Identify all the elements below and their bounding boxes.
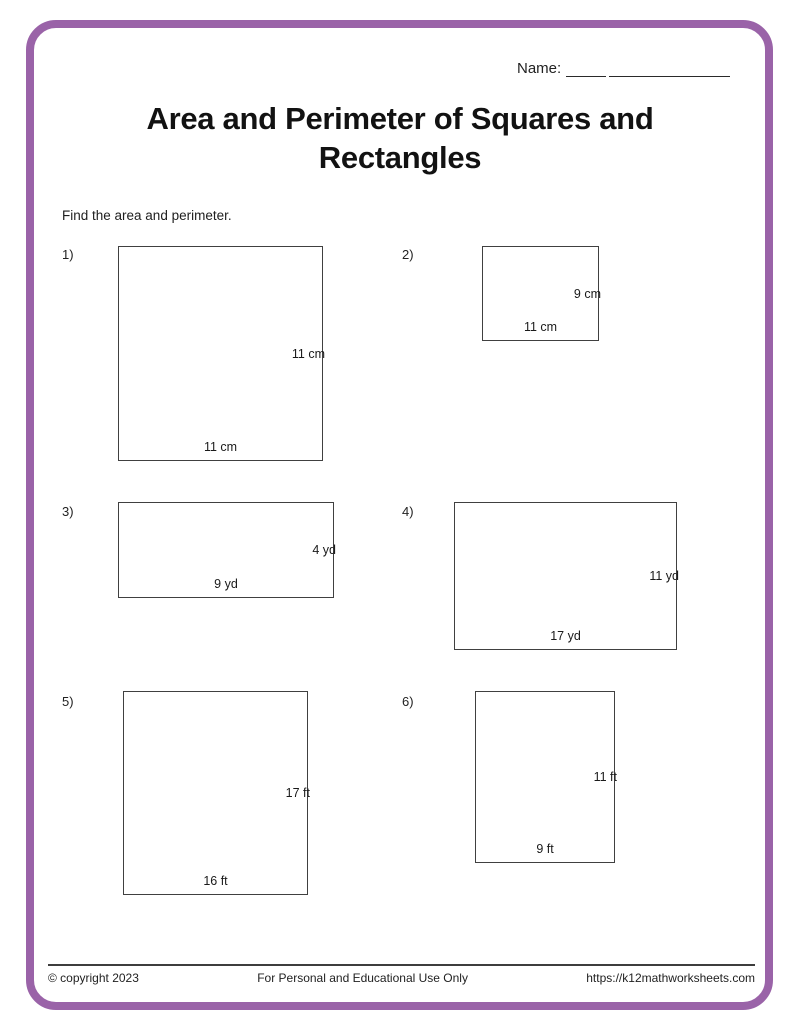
- problem-5-rectangle: [123, 691, 308, 895]
- name-row: [517, 60, 730, 77]
- problem-5-base-label: 16 ft: [203, 874, 228, 888]
- problem-4-number: 4): [402, 504, 414, 519]
- problem-4-base-label: 17 yd: [550, 629, 581, 643]
- instruction-text: Find the area and perimeter.: [62, 208, 232, 223]
- problem-3-number: 3): [62, 504, 74, 519]
- problem-1-base-label: 11 cm: [203, 440, 238, 454]
- page-title: [0, 99, 800, 177]
- page-title-line1: Area and Perimeter of Squares and: [146, 101, 654, 136]
- problem-3-base-label: 9 yd: [214, 577, 238, 591]
- problem-2-side-label: 9 cm: [573, 286, 601, 301]
- footer-copyright: © copyright 2023: [48, 971, 139, 985]
- problem-3-side-label: 4 yd: [312, 543, 336, 557]
- problem-5-side-label: 17 ft: [285, 786, 310, 800]
- problem-6-base-label: 9 ft: [536, 842, 554, 856]
- problem-2-number: 2): [402, 247, 414, 262]
- problem-1-rectangle: [118, 246, 323, 461]
- footer: [48, 971, 755, 985]
- footer-usage-note: For Personal and Educational Use Only: [257, 971, 468, 985]
- problem-1-number: 1): [62, 247, 74, 262]
- problem-6-rectangle: [475, 691, 615, 863]
- name-blank-line[interactable]: [609, 60, 730, 77]
- problem-4-side-label: 11 yd: [649, 569, 679, 583]
- problem-6-side-label: 11 ft: [593, 770, 617, 784]
- problem-6-number: 6): [402, 694, 414, 709]
- problem-4-rectangle: [454, 502, 677, 650]
- footer-divider: [48, 964, 755, 966]
- problem-1-side-label: 11 cm: [291, 346, 325, 361]
- problem-3-rectangle: [118, 502, 334, 598]
- problem-2-rectangle: [482, 246, 599, 341]
- problem-2-base-label: 11 cm: [523, 320, 558, 334]
- problem-5-number: 5): [62, 694, 74, 709]
- page-title-line2: Rectangles: [318, 140, 482, 175]
- footer-url: https://k12mathworksheets.com: [586, 971, 755, 985]
- name-label: Name:: [517, 60, 562, 77]
- name-blank-line[interactable]: [566, 60, 606, 77]
